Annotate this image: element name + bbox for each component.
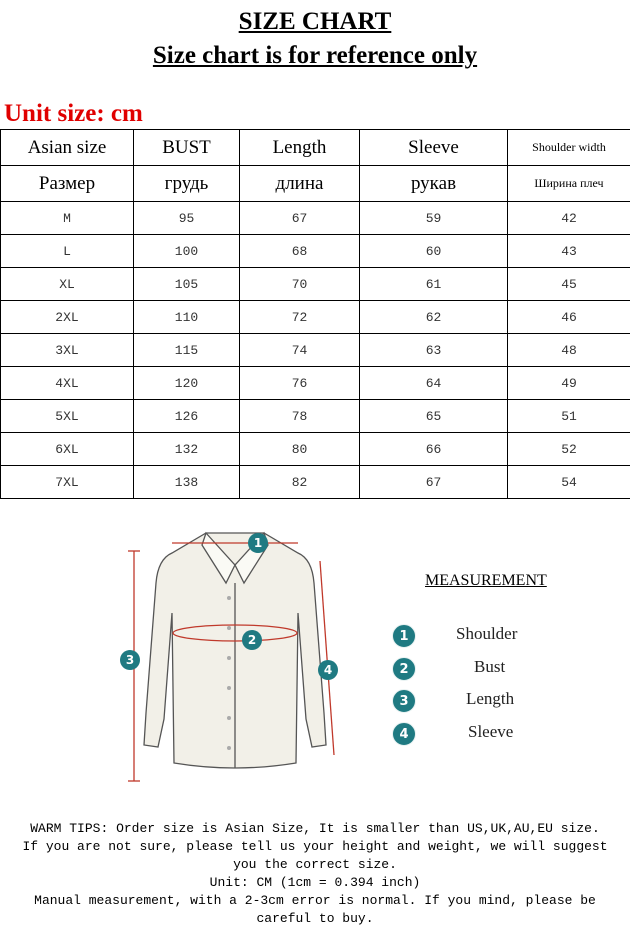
warm-tips (0, 820, 630, 928)
table-cell: 42 (508, 202, 630, 235)
header-cell: BUST (134, 130, 240, 166)
table-cell: XL (1, 268, 134, 301)
measurement-title: MEASUREMENT (425, 572, 547, 589)
table-cell: 82 (240, 466, 360, 499)
table-cell: 138 (134, 466, 240, 499)
table-cell: M (1, 202, 134, 235)
tip-line: If you are not sure, please tell us your height and weight, we will suggest (22, 839, 608, 854)
header-cell: Length (240, 130, 360, 166)
tip-line: Unit: CM (1cm = 0.394 inch) (209, 875, 421, 890)
shirt-illustration (118, 523, 348, 793)
table-cell: 46 (508, 301, 630, 334)
size-table (0, 129, 630, 499)
measurement-item-bust (392, 657, 592, 681)
table-cell: 120 (134, 367, 240, 400)
table-cell: 4XL (1, 367, 134, 400)
header-row-english (1, 130, 630, 166)
table-cell: 54 (508, 466, 630, 499)
svg-text:4: 4 (323, 663, 333, 677)
unit-label: Unit size: cm (4, 100, 143, 127)
table-cell: 70 (240, 268, 360, 301)
table-row (1, 301, 630, 334)
svg-text:1: 1 (253, 536, 263, 550)
table-cell: 43 (508, 235, 630, 268)
table-cell: 7XL (1, 466, 134, 499)
header-row-russian (1, 166, 630, 202)
table-cell: 61 (360, 268, 508, 301)
table-cell: 65 (360, 400, 508, 433)
table-cell: L (1, 235, 134, 268)
measurement-label: Bust (474, 657, 506, 676)
table-cell: 126 (134, 400, 240, 433)
table-cell: 49 (508, 367, 630, 400)
table-cell: 67 (360, 466, 508, 499)
table-row (1, 433, 630, 466)
table-row (1, 334, 630, 367)
page-title: SIZE CHART (238, 8, 392, 35)
table-cell: 115 (134, 334, 240, 367)
table-cell: 110 (134, 301, 240, 334)
table-cell: 3XL (1, 334, 134, 367)
number-badge-icon: 2 (392, 657, 416, 681)
number-badge-icon: 1 (392, 624, 416, 648)
table-cell: 67 (240, 202, 360, 235)
table-cell: 52 (508, 433, 630, 466)
table-cell: 72 (240, 301, 360, 334)
table-cell: 48 (508, 334, 630, 367)
table-cell: 2XL (1, 301, 134, 334)
table-cell: 76 (240, 367, 360, 400)
table-row (1, 235, 630, 268)
table-cell: 59 (360, 202, 508, 235)
table-cell: 100 (134, 235, 240, 268)
table-cell: 51 (508, 400, 630, 433)
svg-text:3: 3 (125, 653, 135, 667)
measurement-item-length (392, 689, 592, 713)
table-cell: 6XL (1, 433, 134, 466)
table-cell: 105 (134, 268, 240, 301)
table-cell: 5XL (1, 400, 134, 433)
table-row (1, 400, 630, 433)
table-cell: 80 (240, 433, 360, 466)
header-cell: Размер (1, 166, 134, 202)
svg-text:2: 2 (247, 633, 257, 647)
tip-line: careful to buy. (256, 911, 374, 926)
tip-line: Manual measurement, with a 2-3cm error is normal. If you mind, please be (34, 893, 596, 908)
table-cell: 60 (360, 235, 508, 268)
header-cell: рукав (360, 166, 508, 202)
measurement-item-shoulder (392, 624, 592, 648)
number-badge-icon: 3 (392, 689, 416, 713)
header-cell: грудь (134, 166, 240, 202)
table-cell: 63 (360, 334, 508, 367)
tip-line: you the correct size. (233, 857, 397, 872)
header-cell: Shoulder width (508, 130, 630, 166)
number-badge-icon: 4 (392, 722, 416, 746)
header-cell: Asian size (1, 130, 134, 166)
table-cell: 64 (360, 367, 508, 400)
tip-line: WARM TIPS: Order size is Asian Size, It is smaller than US,UK,AU,EU size. (30, 821, 600, 836)
table-cell: 45 (508, 268, 630, 301)
shirt-drawing (144, 533, 326, 768)
measurement-label: Shoulder (456, 624, 518, 643)
header-cell: Sleeve (360, 130, 508, 166)
measurement-label: Length (466, 689, 515, 708)
table-cell: 95 (134, 202, 240, 235)
measurement-label: Sleeve (468, 722, 514, 741)
page-subtitle: Size chart is for reference only (152, 42, 478, 69)
header-cell: длина (240, 166, 360, 202)
table-cell: 132 (134, 433, 240, 466)
table-cell: 62 (360, 301, 508, 334)
table-cell: 74 (240, 334, 360, 367)
table-cell: 66 (360, 433, 508, 466)
table-row (1, 268, 630, 301)
table-row (1, 367, 630, 400)
table-row (1, 466, 630, 499)
measurement-item-sleeve (392, 722, 592, 746)
table-cell: 78 (240, 400, 360, 433)
table-row (1, 202, 630, 235)
header-cell: Ширина плеч (508, 166, 630, 202)
table-cell: 68 (240, 235, 360, 268)
